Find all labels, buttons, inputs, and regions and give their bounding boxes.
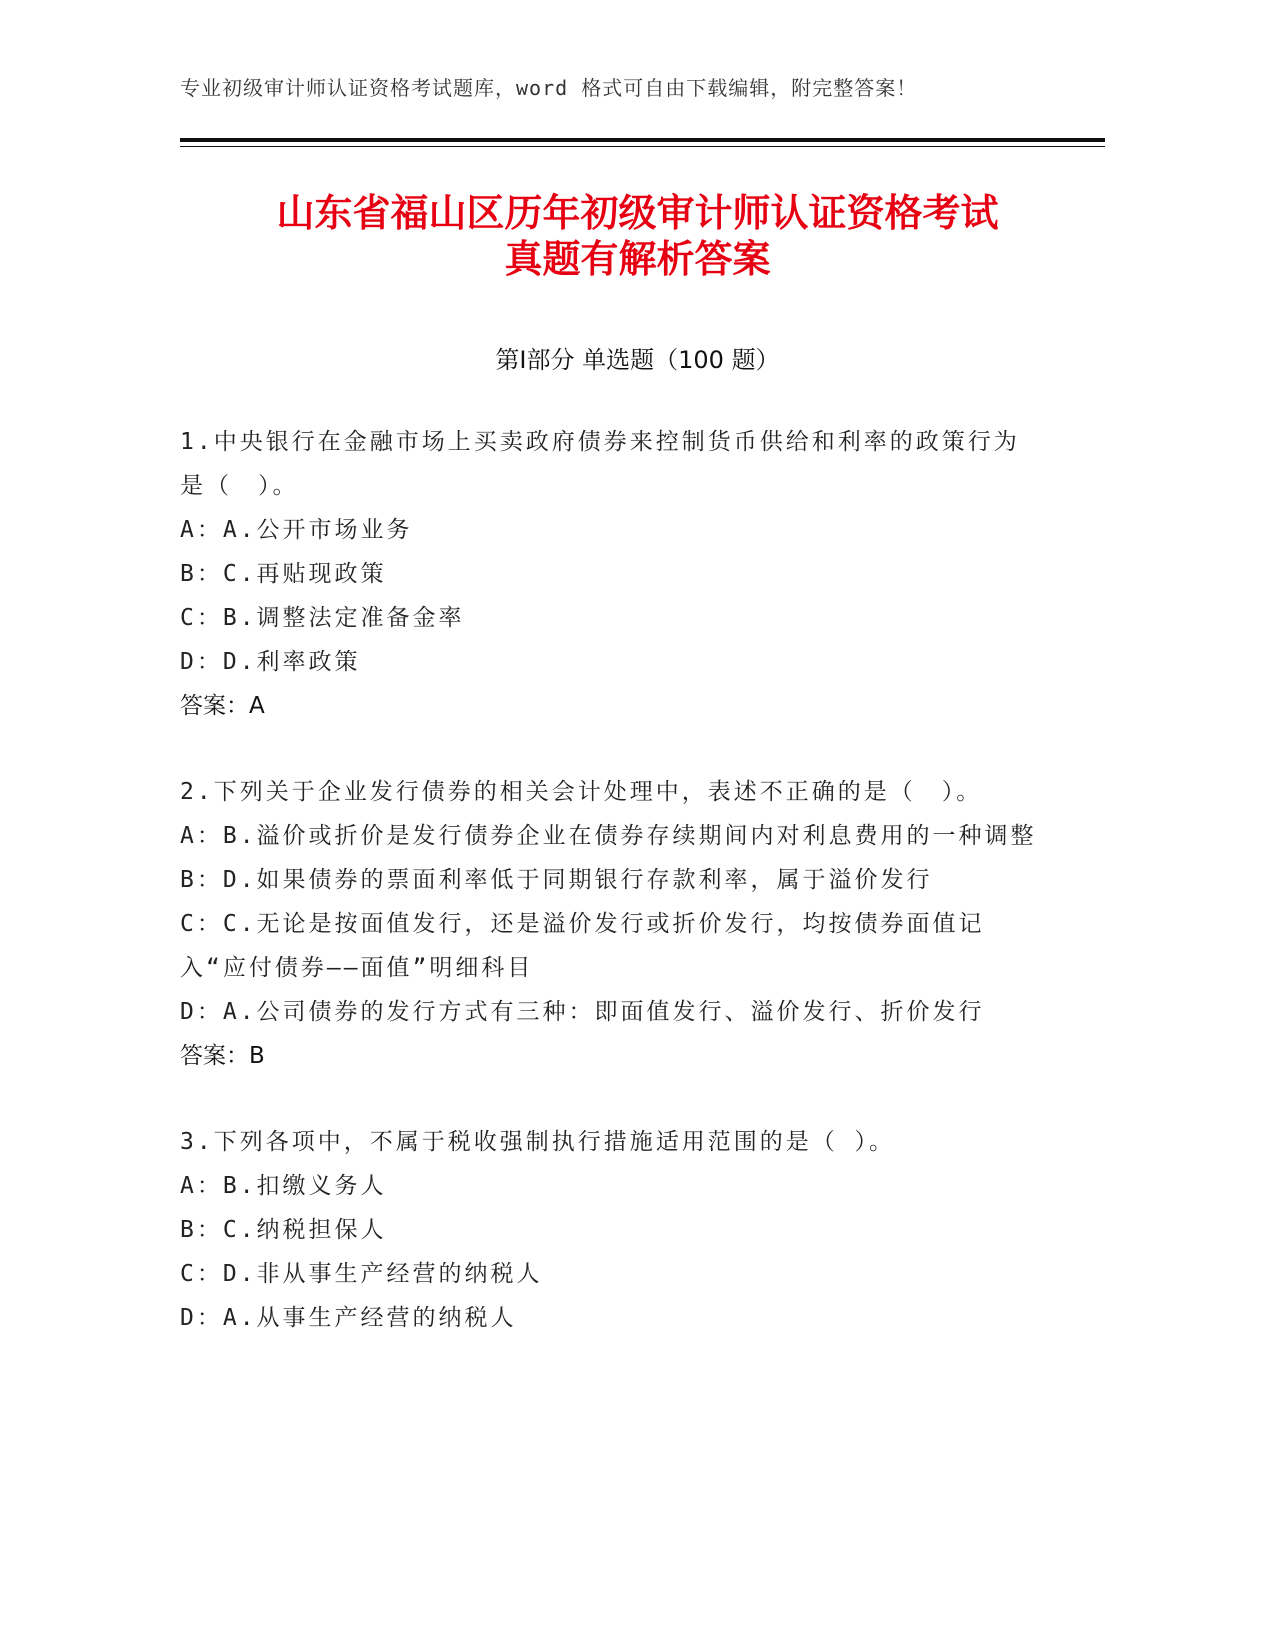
question-option-b: B：C.再贴现政策 xyxy=(180,561,387,587)
question-option-c: C：C.无论是按面值发行，还是溢价发行或折价发行，均按债券面值记入“应付债券——面值”明细科目 xyxy=(180,911,985,981)
header-rule-thick xyxy=(180,138,1105,142)
question-option-b: B：C.纳税担保人 xyxy=(180,1217,387,1243)
question-option-b: B：D.如果债券的票面利率低于同期银行存款利率，属于溢价发行 xyxy=(180,867,933,893)
question-3 xyxy=(180,1120,1040,1340)
question-1 xyxy=(180,420,1040,728)
question-option-c: C：D.非从事生产经营的纳税人 xyxy=(180,1261,543,1287)
question-option-c: C：B.调整法定准备金率 xyxy=(180,605,465,631)
header-rule-thin xyxy=(180,146,1105,147)
question-option-a: A：B.溢价或折价是发行债券企业在债券存续期间内对利息费用的一种调整 xyxy=(180,823,1037,849)
question-stem: 3.下列各项中，不属于税收强制执行措施适用范围的是（ ）。 xyxy=(180,1129,896,1155)
question-option-a: A：B.扣缴义务人 xyxy=(180,1173,387,1199)
question-stem: 2.下列关于企业发行债券的相关会计处理中，表述不正确的是（ ）。 xyxy=(180,779,983,805)
document-title-line-2: 真题有解析答案 xyxy=(504,237,771,281)
header-note: 专业初级审计师认证资格考试题库，word 格式可自由下载编辑，附完整答案！ xyxy=(180,76,918,100)
question-2 xyxy=(180,770,1040,1078)
question-list xyxy=(180,420,1040,1382)
question-option-a: A：A.公开市场业务 xyxy=(180,517,413,543)
question-option-d: D：A.从事生产经营的纳税人 xyxy=(180,1305,517,1331)
document-title xyxy=(180,190,1095,282)
question-stem: 1.中央银行在金融市场上买卖政府债券来控制货币供给和利率的政策行为是（ ）。 xyxy=(180,429,1020,499)
question-option-d: D：D.利率政策 xyxy=(180,649,361,675)
question-answer: 答案：B xyxy=(180,1043,265,1069)
document-title-line-1: 山东省福山区历年初级审计师认证资格考试 xyxy=(276,191,999,235)
section-heading: 第Ⅰ部分 单选题（100 题） xyxy=(495,346,780,374)
question-option-d: D：A.公司债券的发行方式有三种：即面值发行、溢价发行、折价发行 xyxy=(180,999,985,1025)
question-answer: 答案：A xyxy=(180,693,265,719)
